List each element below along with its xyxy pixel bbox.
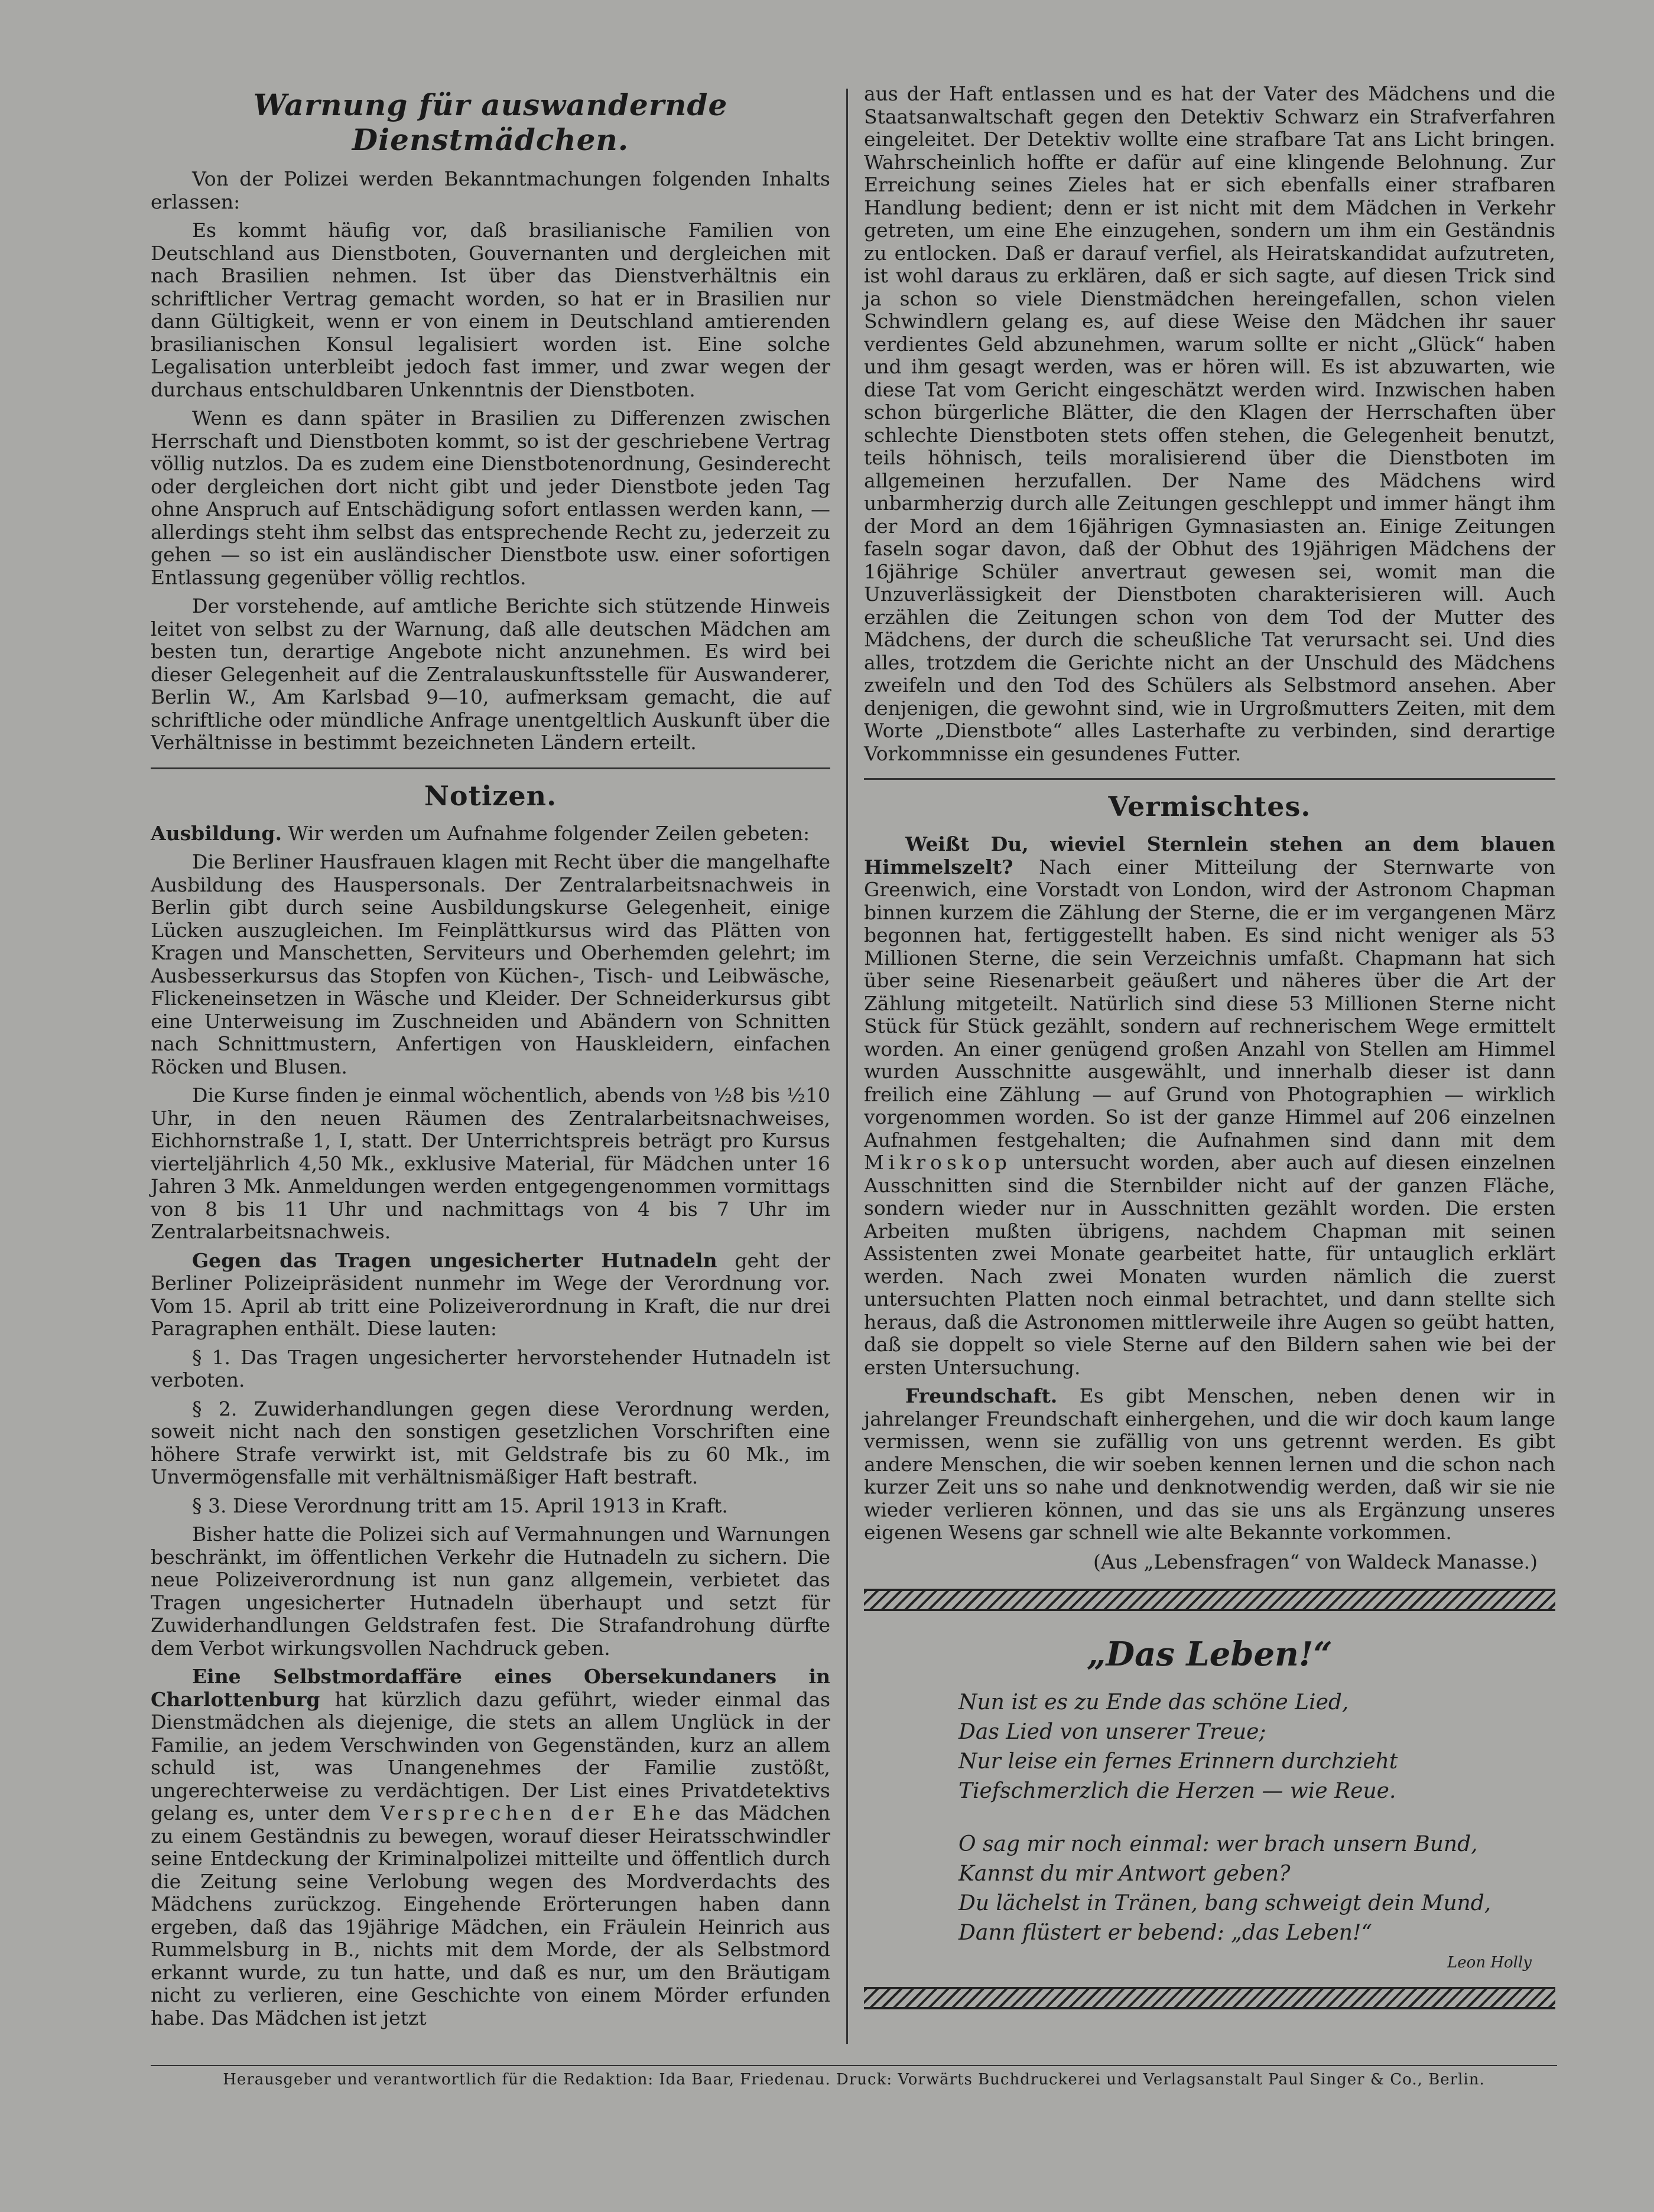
freundschaft-article <box>864 1385 1555 1544</box>
hutnadeln-intro <box>151 1250 830 1341</box>
poem-line: Dann flüstert er bebend: „das Leben!“ <box>958 1920 1372 1945</box>
hutnadeln-lead: Gegen das Tragen ungesicherter Hutnadeln <box>192 1248 717 1272</box>
sterne-spaced: Mikroskop <box>864 1151 1012 1174</box>
hutnadeln-rest: geht der Berliner Polizeipräsident nunmehr im Wege der Verordnung vor. Vom 15. April ab tritt eine Polizeiverordnung in Kraft, die nur drei Paragraphen enthält. Diese lauten: <box>151 1248 831 1340</box>
ausbildung-paragraph: Die Kurse finden je einmal wöchentlich, abends von ½8 bis ½10 Uhr, in den neuen Räumen des Zentralarbeitsnachweises, Eichhornstraße 1, I, statt. Der Unterrichtspreis beträgt pro Kursus vierteljährlich 4,50 Mk., exklusive Material, für Mädchen unter 16 Jahren 3 Mk. Anmeldungen werden entgegengenommen vormittags von 8 bis 11 Uhr und nachmittags von 4 bis 7 Uhr im Zentralarbeitsnachweis. <box>151 1084 830 1243</box>
sterne-text-a: Nach einer Mitteilung der Sternwarte von Greenwich, eine Vorstadt von London, wird der Astronom Chapman binnen kurzem die Zählung der Sterne, die er im vergangenen März begonnen hat, fertiggestellt haben. Es sind nicht weniger als 53 Millionen Sterne, die sein Verzeichnis umfaßt. Chapmann hat sich über seine Riesenarbeit geäußert und näheres über die Art der Zählung mitgeteilt. Natürlich sind diese 53 Millionen Sterne nicht Stück für Stück gezählt, sondern auf rechnerischem Wege ermittelt worden. An einer genügend großen Anzahl von Stellen am Himmel wurden Ausschnitte ausgewählt, und innerhalb dieser ist dann freilich eine Zählung — auf Grund von Photographien — wirklich vorgenommen worden. So ist der ganze Himmel auf 206 einzelnen Aufnahmen festgehalten; die Aufnahmen sind dann mit dem <box>864 855 1555 1151</box>
ausbildung-intro <box>151 822 830 845</box>
vermischtes-title: Vermischtes. <box>1108 791 1311 822</box>
freundschaft-lead: Freundschaft. <box>905 1384 1058 1407</box>
sterne-lead: Weißt Du, wieviel Sternlein stehen an dem blauen Himmelszelt? <box>864 832 1555 879</box>
warning-paragraph: Es kommt häufig vor, daß brasilianische Familien von Deutschland aus Dienstboten, Gouvernanten und dergleichen mit nach Brasilien nehmen. Ist über das Dienstverhältnis ein schriftlicher Vertrag gemacht worden, so hat er in Brasilien nur dann Gültigkeit, wenn er von einem in Deutschland amtierenden brasilianischen Konsul legalisiert worden ist. Eine solche Legalisation unterbleibt jedoch fast immer, und zwar wegen der durchaus entschuldbaren Unkenntnis der Dienstboten. <box>151 219 830 401</box>
law-paragraph: § 2. Zuwiderhandlungen gegen diese Verordnung werden, soweit nicht nach den sonstigen gesetzlichen Vorschriften eine höhere Strafe verwirkt ist, mit Geldstrafe bis zu 60 Mk., im Unvermögensfalle mit verhältnismäßiger Haft bestraft. <box>151 1397 830 1488</box>
poem-line: Kannst du mir Antwort geben? <box>958 1861 1291 1886</box>
ausbildung-paragraph: Die Berliner Hausfrauen klagen mit Recht über die mangelhafte Ausbildung des Hauspersonals. Der Zentralarbeitsnachweis in Berlin gibt durch seine Ausbildungskurse Gelegenheit, einige Lücken auszugleichen. Im Feinplättkursus wird das Plätten von Kragen und Manschetten, Serviteurs und Oberhemden gelehrt; im Ausbesserkursus das Stopfen von Küchen-, Tisch- und Leibwäsche, Flickeneinsetzen in Wäsche und Kleider. Der Schneiderkursus gibt eine Unterweisung im Zuschneiden und Abändern von Schnitten nach Schnittmustern, Anfertigen von Hauskleidern, einfachen Röcken und Blusen. <box>151 850 830 1078</box>
poem-line: Tiefschmerzlich die Herzen — wie Reue. <box>958 1778 1396 1803</box>
poem-line: O sag mir noch einmal: wer brach unsern Bund, <box>958 1832 1478 1856</box>
warning-paragraph: Der vorstehende, auf amtliche Berichte sich stützende Hinweis leitet von selbst zu der Warnung, daß alle deutschen Mädchen am besten tun, derartige Angebote nicht anzunehmen. Es wird bei dieser Gelegenheit auf die Zentralauskunftsstelle für Auswanderer, Berlin W., Am Karlsbad 9—10, aufmerksam gemacht, die auf schriftliche oder mündliche Anfrage unentgeltlich Auskunft über die Verhältnisse in bestimmt bezeichneten Ländern erteilt. <box>151 594 830 754</box>
continuation-paragraph: aus der Haft entlassen und es hat der Vater des Mädchens und die Staatsanwaltschaft gegen den Detektiv Schwarz ein Strafverfahren eingeleitet. Der Detektiv wollte eine strafbare Tat ans Licht bringen. Wahrscheinlich hoffte er dafür auf eine klingende Belohnung. Zur Erreichung seines Zieles hat er sich ebenfalls einer strafbaren Handlung bedient; denn er ist nicht mit dem Mädchen in Verkehr getreten, um eine Ehe einzugehen, sondern um ihm ein Geständnis zu entlocken. Daß er darauf verfiel, als Heiratskandidat aufzutreten, ist wohl daraus zu erklären, daß er sich sagte, auf diesen Trick sind ja schon so viele Dienstmädchen hereingefallen, schon vielen Schwindlern gelang es, auf diese Weise den Mädchen ihr sauer verdientes Geld abzunehmen, warum sollte er nicht „Glück“ haben und ihm gesagt werden, was er hören will. Es ist abzuwarten, wie diese Tat vom Gericht eingeschätzt werden wird. Inzwischen haben schon bürgerliche Blätter, die den Klagen der Herrschaften über schlechte Dienstboten stets offen stehen, die Gelegenheit benutzt, teils höhnisch, teils moralisierend über die Dienstboten im allgemeinen herzufallen. Der Name des Mädchens wird unbarmherzig durch alle Zeitungen geschleppt und immer hängt ihm der Mord an dem 16jährigen Gymnasiasten an. Einige Zeitungen faseln sogar davon, daß der Obhut des 19jährigen Mädchens der 16jährige Schüler anvertraut gewesen sei, womit man die Unzuverlässigkeit der Dienstboten charakterisieren will. Auch erzählen die Zeitungen schon von dem Tod der Mutter des Mädchens, der durch die scheußliche Tat verursacht sei. Und dies alles, trotzdem die Gerichte nicht an der Unschuld des Mädchens zweifeln und den Tod des Schülers als Selbstmord ansehen. Aber denjenigen, die gewohnt sind, wie in Urgroßmutters Zeiten, mit dem Worte „Dienstbote“ alles Lasterhafte zu verbinden, sind derartige Vorkommnisse ein gesundenes Futter. <box>864 82 1555 765</box>
section-rule <box>151 767 830 769</box>
warning-title: Warnung für auswandernde Dienstmädchen. <box>253 87 728 157</box>
law-paragraph: § 1. Das Tragen ungesicherter hervorstehender Hutnadeln ist verboten. <box>151 1345 830 1391</box>
notizen-title: Notizen. <box>424 779 557 812</box>
freundschaft-text: Es gibt Menschen, neben denen wir in jahrelanger Freundschaft einhergehen, und die wir doch kaum lange vermissen, wenn sie zufällig von uns getrennt werden. Es gibt andere Menschen, die wir soeben kennen lernen und die schon nach kurzer Zeit uns so nahe und denknotwendig werden, daß wir sie nie wieder verlieren können, und das sie uns als Ergänzung unseres eigenen Wesens gar schnell wie alte Bekannte vorkommen. <box>864 1384 1555 1544</box>
ornamental-rule <box>864 1987 1555 2009</box>
poem-stanza <box>958 1830 1555 1948</box>
ornamental-rule <box>864 1589 1555 1611</box>
freundschaft-source: (Aus „Lebensfragen“ von Waldeck Manasse.) <box>1093 1550 1538 1573</box>
poem-line: Nur leise ein fernes Erinnern durchzieht <box>958 1749 1398 1774</box>
warning-paragraph: Von der Polizei werden Bekanntmachungen folgenden Inhalts erlassen: <box>151 167 830 213</box>
warning-paragraph: Wenn es dann später in Brasilien zu Differenzen zwischen Herrschaft und Dienstboten kommt, so ist der geschriebene Vertrag völlig nutzlos. Da es zudem eine Dienstbotenordnung, Gesinderecht oder dergleichen dort nicht gibt und jeder Dienstbote jeden Tag ohne Anspruch auf Entschädigung sofort entlassen werden kann, — allerdings steht ihm selbst das entsprechende Recht zu, jederzeit zu gehen — so ist ein ausländischer Dienstbote usw. einer sofortigen Entlassung gegenüber völlig rechtlos. <box>151 406 830 589</box>
hutnadeln-after: Bisher hatte die Polizei sich auf Vermahnungen und Warnungen beschränkt, im öffentlichen Verkehr die Hutnadeln zu sichern. Die neue Polizeiverordnung ist nun ganz allgemein, verbietet das Tragen ungesicherter Hutnadeln überhaupt und setzt für Zuwiderhandlungen Geldstrafen fest. Die Strafandrohung dürfte dem Verbot wirkungsvollen Nachdruck geben. <box>151 1523 830 1660</box>
poem-stanza <box>958 1688 1555 1806</box>
ausbildung-first: Wir werden um Aufnahme folgender Zeilen gebeten: <box>281 821 810 845</box>
sterne-article <box>864 833 1555 1379</box>
poem-author: Leon Holly <box>1447 1953 1532 1972</box>
selbstmord-text-a: hat kürzlich dazu geführt, wieder einmal das Dienstmädchen als diejenige, die stets an allem Unglück in der Familie, an jedem Verschwinden von Gegenständen, kurz an allem schuld ist, was Unangenehmes der Familie zustößt, ungerechterweise zu verdächtigen. Der List eines Privatdetektivs gelang es, unter dem <box>151 1687 830 1824</box>
right-column <box>864 83 1555 2033</box>
selbstmord-spaced: Versprechen der Ehe <box>380 1801 685 1824</box>
ausbildung-lead: Ausbildung. <box>151 821 282 845</box>
column-divider <box>846 89 848 2044</box>
selbstmord-lead: Eine Selbstmordaffäre eines Obersekundaners in Charlottenburg <box>151 1665 830 1711</box>
sterne-text-b: untersucht worden, aber auch auf diesen einzelnen Ausschnitten sind die Sternbilder nicht auf der ganzen Fläche, sondern wieder nur in Ausschnitten gezählt worden. Die ersten Arbeiten mußten übrigens, nachdem Chapman mit seinen Assistenten zwei Monate gearbeitet hatte, für untauglich erklärt werden. Nach zwei Monaten wurden nämlich die zuerst untersuchten Platten noch einmal betrachtet, und dann stellte sich heraus, daß die Astronomen mittlerweile ihre Augen so geübt hatten, daß sie doppelt so viele Sterne auf den Bildern sahen wie bei der ersten Untersuchung. <box>864 1151 1555 1379</box>
poem-line: Das Lied von unserer Treue; <box>958 1719 1266 1744</box>
poem <box>958 1688 1555 1948</box>
poem-line: Du lächelst in Tränen, bang schweigt dein Mund, <box>958 1891 1491 1915</box>
selbstmord-text-b: das Mädchen zu einem Geständnis zu bewegen, worauf dieser Heiratsschwindler seine Entdeckung der Kriminalpolizei mitteilte und öffentlich durch die Zeitung seine Verlobung wegen des Mordverdachts des Mädchens zurückzog. Eingehende Erörterungen haben dann ergeben, daß das 19jährige Mädchen, ein Fräulein Heinrich aus Rummelsburg in B., nichts mit dem Morde, der als Selbstmord erkannt wurde, zu tun hatte, und daß es nur, um den Bräutigam nicht zu verlieren, eine Geschichte von einem Mörder erfunden habe. Das Mädchen ist jetzt <box>151 1801 830 2029</box>
poem-line: Nun ist es zu Ende das schöne Lied, <box>958 1690 1349 1715</box>
selbstmord-article <box>151 1665 830 2029</box>
law-paragraph: § 3. Diese Verordnung tritt am 15. April 1913 in Kraft. <box>192 1494 728 1517</box>
poem-title: „Das Leben!“ <box>1087 1634 1333 1674</box>
section-rule <box>864 778 1555 780</box>
imprint-footer: Herausgeber und verantwortlich für die Redaktion: Ida Baar, Friedenau. Druck: Vorwärts Buchdruckerei und Verlagsanstalt Paul Singer & Co., Berlin. <box>151 2065 1557 2089</box>
left-column <box>151 83 830 2035</box>
